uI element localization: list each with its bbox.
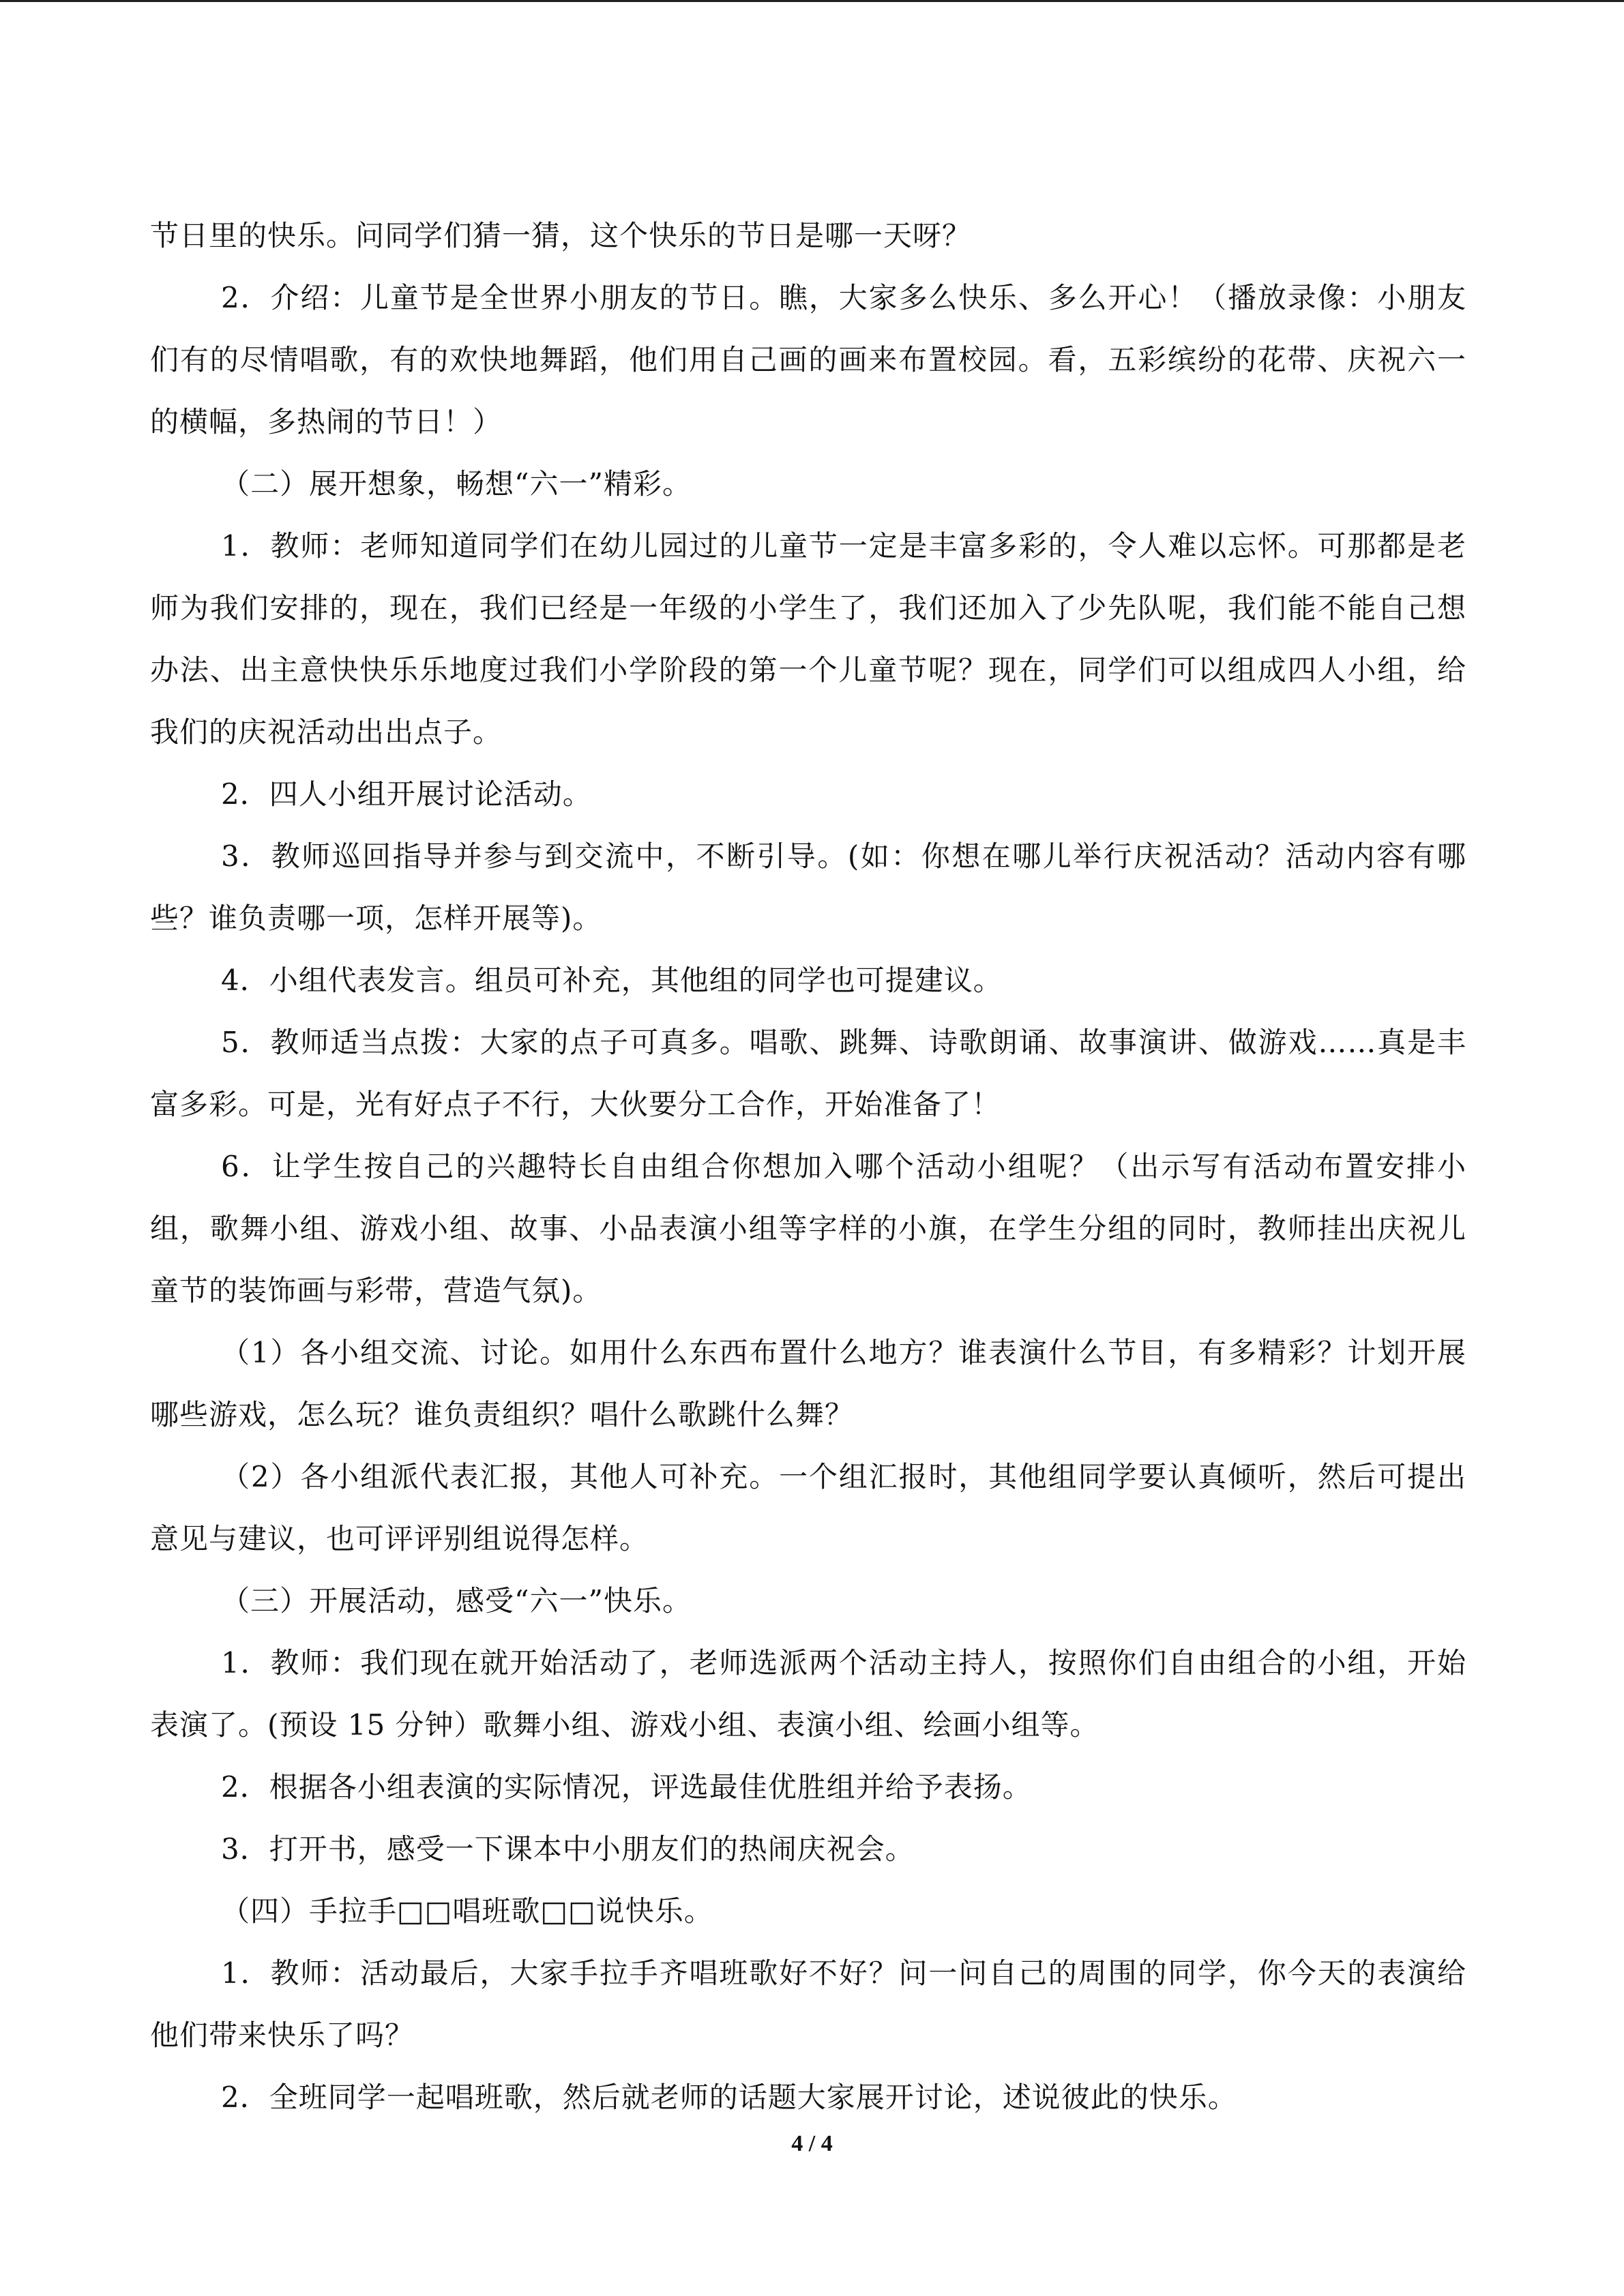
body-text: [150, 205, 1466, 2128]
paragraph: 1．教师：我们现在就开始活动了，老师选派两个活动主持人，按照你们自由组合的小组，开始表演了。(预设 15 分钟）歌舞小组、游戏小组、表演小组、绘画小组等。: [150, 1646, 1466, 1742]
paragraph: 2．介绍：儿童节是全世界小朋友的节日。瞧，大家多么快乐、多么开心！（播放录像：小朋友们有的尽情唱歌，有的欢快地舞蹈，他们用自己画的画来布置校园。看，五彩缤纷的花带、庆祝六一的横幅，多热闹的节日！）: [150, 281, 1466, 438]
section-heading: （四）手拉手□□唱班歌□□说快乐。: [221, 1894, 713, 1928]
page-number: 4 / 4: [791, 2131, 833, 2156]
paragraph: 2．全班同学一起唱班歌，然后就老师的话题大家展开讨论，述说彼此的快乐。: [221, 2081, 1237, 2114]
paragraph: （2）各小组派代表汇报，其他人可补充。一个组汇报时，其他组同学要认真倾听，然后可提出意见与建议，也可评评别组说得怎样。: [150, 1460, 1466, 1555]
paragraph: 3．教师巡回指导并参与到交流中，不断引导。(如：你想在哪儿举行庆祝活动？活动内容有哪些？谁负责哪一项，怎样开展等)。: [150, 839, 1466, 935]
paragraph: 节日里的快乐。问同学们猜一猜，这个快乐的节日是哪一天呀？: [150, 219, 972, 252]
paragraph: （1）各小组交流、讨论。如用什么东西布置什么地方？谁表演什么节目，有多精彩？计划开展哪些游戏，怎么玩？谁负责组织？唱什么歌跳什么舞？: [150, 1336, 1466, 1431]
top-border-line: [0, 0, 1624, 2]
section-heading: （三）开展活动，感受“六一”快乐。: [221, 1584, 692, 1617]
paragraph: 5．教师适当点拨：大家的点子可真多。唱歌、跳舞、诗歌朗诵、故事演讲、做游戏……真是丰富多彩。可是，光有好点子不行，大伙要分工合作，开始准备了！: [150, 1026, 1466, 1121]
paragraph: 6．让学生按自己的兴趣特长自由组合你想加入哪个活动小组呢？（出示写有活动布置安排小组，歌舞小组、游戏小组、故事、小品表演小组等字样的小旗，在学生分组的同时，教师挂出庆祝儿童节的装饰画与彩带，营造气氛)。: [150, 1150, 1466, 1307]
paragraph: 4．小组代表发言。组员可补充，其他组的同学也可提建议。: [221, 964, 1003, 997]
section-heading: （二）展开想象，畅想“六一”精彩。: [221, 467, 692, 501]
paragraph: 2．四人小组开展讨论活动。: [221, 777, 592, 811]
paragraph: 2．根据各小组表演的实际情况，评选最佳优胜组并给予表扬。: [221, 1770, 1032, 1804]
paragraph: 1．教师：老师知道同学们在幼儿园过的儿童节一定是丰富多彩的，令人难以忘怀。可那都是老师为我们安排的，现在，我们已经是一年级的小学生了，我们还加入了少先队呢，我们能不能自己想办法、出主意快快乐乐地度过我们小学阶段的第一个儿童节呢？现在，同学们可以组成四人小组，给我们的庆祝活动出出点子。: [150, 529, 1466, 749]
paragraph: 1．教师：活动最后，大家手拉手齐唱班歌好不好？问一问自己的周围的同学，你今天的表演给他们带来快乐了吗？: [150, 1956, 1466, 2052]
paragraph: 3．打开书，感受一下课本中小朋友们的热闹庆祝会。: [221, 1832, 915, 1866]
